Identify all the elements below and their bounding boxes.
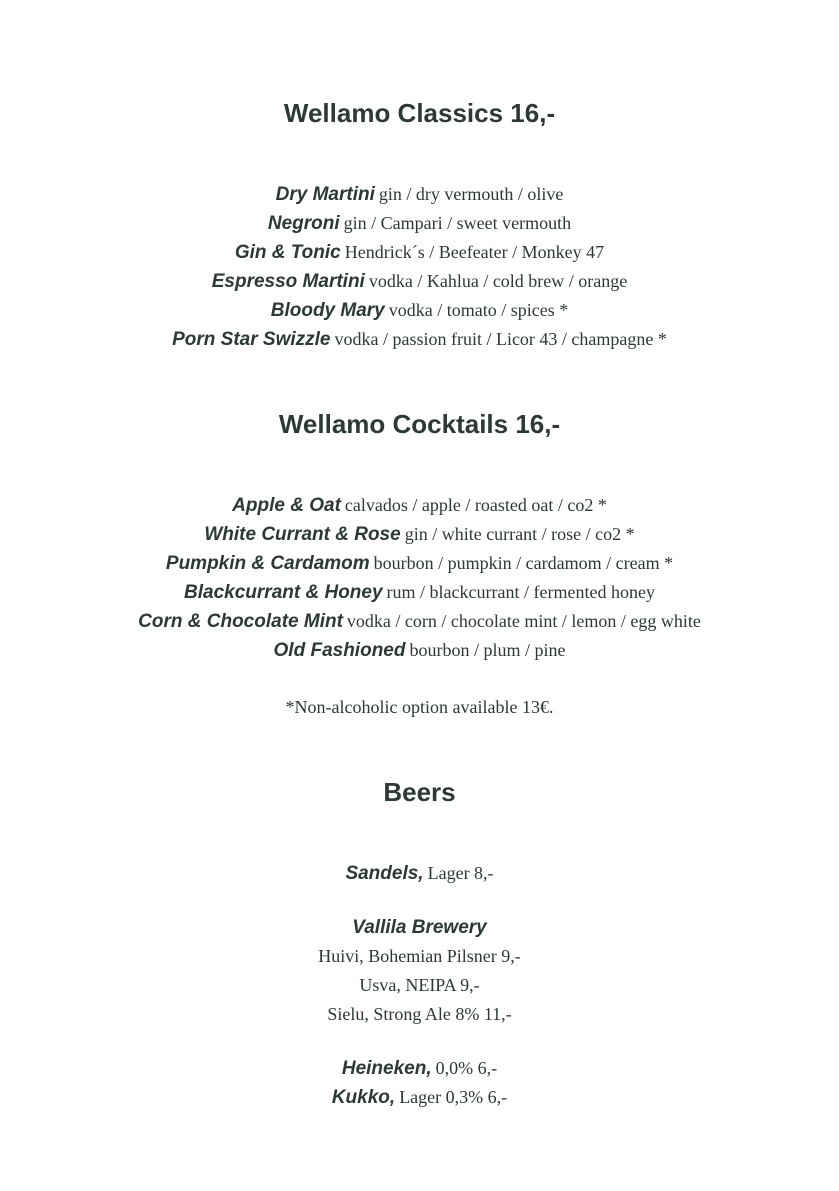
drink-name: White Currant & Rose: [204, 524, 401, 545]
list-item: [0, 549, 839, 578]
list-item: Huivi, Bohemian Pilsner 9,-: [318, 946, 521, 966]
cocktails-list: [0, 491, 839, 665]
list-item: [0, 1083, 839, 1112]
drink-desc: vodka / passion fruit / Licor 43 / champagne *: [334, 329, 667, 349]
drink-name: Bloody Mary: [270, 300, 385, 321]
drink-name: Espresso Martini: [211, 271, 365, 292]
drink-name: Corn & Chocolate Mint: [138, 611, 343, 632]
list-item: [0, 578, 839, 607]
list-item: [0, 325, 839, 354]
drink-desc: gin / white currant / rose / co2 *: [404, 524, 635, 544]
list-item: [0, 209, 839, 238]
drink-name: Old Fashioned: [273, 640, 406, 661]
list-item: [0, 636, 839, 665]
drink-desc: bourbon / plum / pine: [409, 640, 566, 660]
beer-name: Kukko,: [331, 1087, 396, 1108]
drink-name: Dry Martini: [275, 184, 375, 205]
drink-desc: vodka / tomato / spices *: [388, 300, 569, 320]
list-item: [0, 607, 839, 636]
drink-name: Porn Star Swizzle: [172, 329, 331, 350]
drink-name: Gin & Tonic: [234, 242, 341, 263]
drink-desc: rum / blackcurrant / fermented honey: [386, 582, 655, 602]
beer-vallila-brewery: [0, 913, 839, 1029]
brewery-name: Vallila Brewery: [352, 917, 487, 938]
list-item: [0, 859, 839, 888]
beers-heading: Beers: [383, 777, 456, 807]
beer-sandels: [0, 859, 839, 888]
beer-desc: Lager 8,-: [427, 863, 494, 883]
drink-desc: Hendrick´s / Beefeater / Monkey 47: [344, 242, 605, 262]
classics-heading: Wellamo Classics 16,-: [283, 98, 556, 128]
drink-name: Pumpkin & Cardamom: [165, 553, 370, 574]
list-item: [0, 491, 839, 520]
drink-desc: bourbon / pumpkin / cardamom / cream *: [373, 553, 674, 573]
list-item: Sielu, Strong Ale 8% 11,-: [327, 1004, 512, 1024]
drink-desc: gin / Campari / sweet vermouth: [343, 213, 572, 233]
drink-desc: calvados / apple / roasted oat / co2 *: [344, 495, 607, 515]
cocktails-heading: Wellamo Cocktails 16,-: [278, 409, 561, 439]
list-item: [0, 238, 839, 267]
list-item: Usva, NEIPA 9,-: [359, 975, 480, 995]
drink-desc: vodka / Kahlua / cold brew / orange: [368, 271, 628, 291]
drink-desc: vodka / corn / chocolate mint / lemon / egg white: [346, 611, 701, 631]
list-item: [0, 180, 839, 209]
beer-desc: 0,0% 6,-: [435, 1058, 498, 1078]
list-item: [0, 267, 839, 296]
drink-name: Blackcurrant & Honey: [184, 582, 383, 603]
drink-name: Negroni: [267, 213, 340, 234]
drink-desc: gin / dry vermouth / olive: [378, 184, 564, 204]
beer-name: Heineken,: [341, 1058, 432, 1079]
list-item: [0, 1054, 839, 1083]
drink-name: Apple & Oat: [232, 495, 341, 516]
non-alcoholic-note: *Non-alcoholic option available 13€.: [285, 697, 554, 717]
brewery-name-row: [0, 913, 839, 942]
classics-list: [0, 180, 839, 354]
beer-nonalcoholic: [0, 1054, 839, 1112]
beer-name: Sandels,: [345, 863, 424, 884]
list-item: [0, 520, 839, 549]
list-item: [0, 296, 839, 325]
beer-desc: Lager 0,3% 6,-: [399, 1087, 508, 1107]
